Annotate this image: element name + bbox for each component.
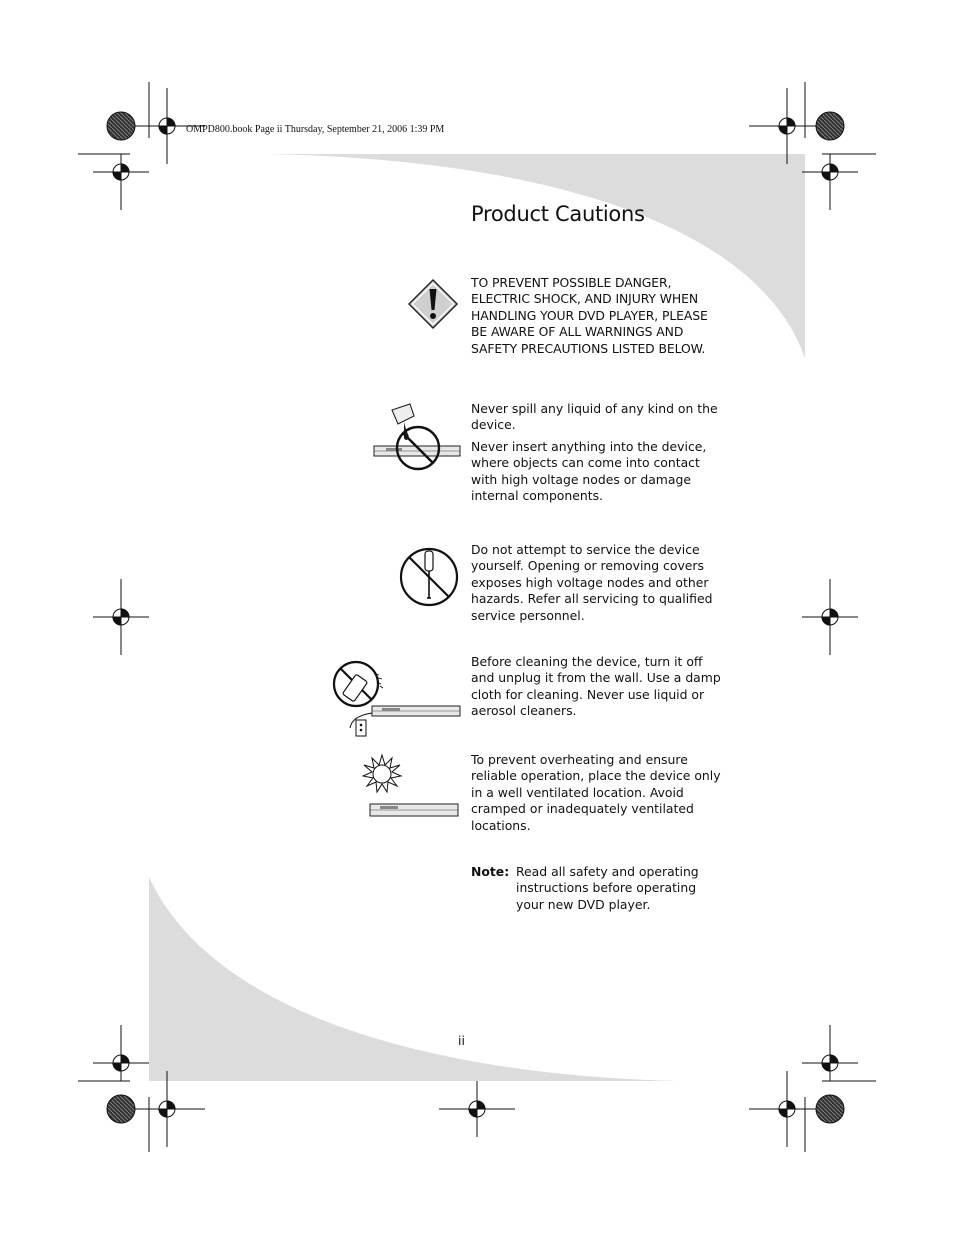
warning-text: TO PREVENT POSSIBLE DANGER, ELECTRIC SHOCK, AND INJURY WHEN HANDLING YOUR DVD PLAYER, PLEASE BE AWARE OF ALL WARNINGS AND SAFETY PRECAUTIONS LISTED BELOW. bbox=[471, 275, 708, 356]
caution-text: To prevent overheating and ensure reliable operation, place the device only in a well ventilated location. Avoid cramped or inadequately ventilated locations. bbox=[471, 752, 721, 833]
warning-exclamation-icon bbox=[406, 277, 460, 331]
caution-text: Never spill any liquid of any kind on the device. bbox=[471, 401, 718, 433]
no-liquid-icon bbox=[372, 402, 464, 472]
no-aerosol-icon bbox=[330, 656, 462, 740]
print-header-line: OMPD800.book Page ii Thursday, September 21, 2006 1:39 PM bbox=[186, 124, 445, 135]
page-title: Product Cautions bbox=[471, 202, 645, 226]
caution-text: Before cleaning the device, turn it off and unplug it from the wall. Use a damp cloth for cleaning. Never use liquid or aerosol cleaners. bbox=[471, 654, 721, 719]
sun-heat-icon bbox=[362, 754, 462, 824]
no-screwdriver-icon bbox=[398, 546, 460, 608]
caution-text: Do not attempt to service the device yourself. Opening or removing covers exposes high voltage nodes and other hazards. Refer all servicing to qualified service personnel. bbox=[471, 542, 713, 623]
page-number: ii bbox=[458, 1033, 465, 1048]
note-text: Read all safety and operating instructions before operating your new DVD player. bbox=[516, 864, 699, 912]
caution-text: Never insert anything into the device, where objects can come into contact with high voltage nodes or damage internal components. bbox=[471, 439, 707, 504]
note-label: Note: bbox=[471, 864, 510, 879]
